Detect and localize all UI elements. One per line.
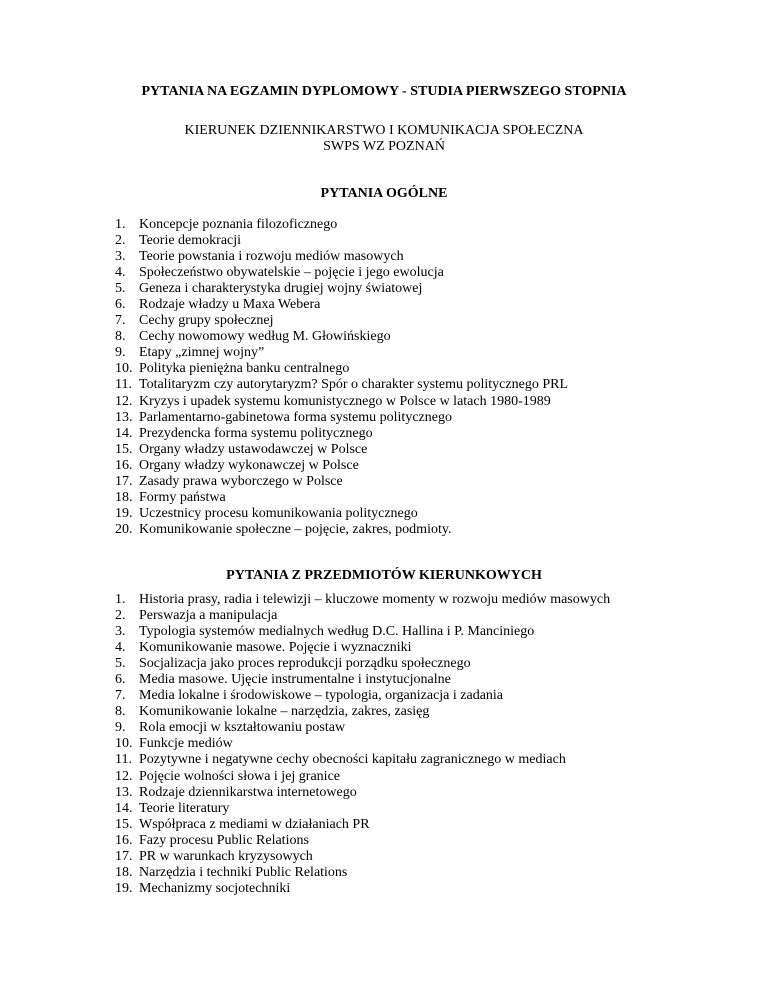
question-item	[115, 865, 735, 881]
question-number: 16.	[115, 832, 133, 848]
question-number: 3.	[115, 624, 126, 640]
question-number: 15.	[115, 441, 133, 457]
question-text: Teorie literatury	[139, 800, 230, 816]
question-number: 17.	[115, 473, 133, 489]
question-item	[115, 688, 735, 704]
question-number: 14.	[115, 425, 133, 441]
question-number: 2.	[115, 233, 126, 249]
question-number: 12.	[115, 768, 133, 784]
question-number: 12.	[115, 393, 133, 409]
question-item	[115, 817, 735, 833]
question-text: Perswazja a manipulacja	[139, 608, 278, 624]
question-item	[115, 458, 735, 474]
institution-name: SWPS WZ POZNAŃ	[323, 139, 445, 154]
question-number: 7.	[115, 313, 126, 329]
question-item	[115, 377, 735, 393]
question-number: 7.	[115, 688, 126, 704]
question-text: Funkcje mediów	[139, 736, 233, 752]
question-item	[115, 313, 735, 329]
question-text: Geneza i charakterystyka drugiej wojny światowej	[139, 281, 423, 297]
question-text: Rola emocji w kształtowaniu postaw	[139, 720, 346, 736]
question-item	[115, 704, 735, 720]
question-text: Mechanizmy socjotechniki	[139, 880, 291, 896]
question-number: 17.	[115, 848, 133, 864]
question-item	[115, 345, 735, 361]
question-number: 11.	[115, 752, 132, 768]
question-number: 20.	[115, 521, 133, 537]
question-item	[115, 720, 735, 736]
question-item	[115, 233, 735, 249]
question-text: Rodzaje władzy u Maxa Webera	[139, 297, 321, 313]
question-item	[115, 217, 735, 233]
question-item	[115, 752, 735, 768]
question-number: 19.	[115, 505, 133, 521]
question-text: Narzędzia i techniki Public Relations	[139, 864, 348, 880]
question-number: 9.	[115, 345, 126, 361]
question-number: 14.	[115, 800, 133, 816]
question-item	[115, 361, 735, 377]
question-item	[115, 329, 735, 345]
question-number: 11.	[115, 377, 132, 393]
question-item	[115, 426, 735, 442]
question-text: Prezydencka forma systemu politycznego	[139, 425, 373, 441]
question-number: 5.	[115, 656, 126, 672]
question-item	[115, 672, 735, 688]
question-text: Historia prasy, radia i telewizji – kluczowe momenty w rozwoju mediów masowych	[139, 592, 611, 607]
question-text: Formy państwa	[139, 489, 226, 505]
question-item	[115, 785, 735, 801]
question-item	[115, 624, 735, 640]
question-item	[115, 801, 735, 817]
question-number: 9.	[115, 720, 126, 736]
question-item	[115, 265, 735, 281]
question-text: Koncepcje poznania filozoficznego	[139, 217, 338, 232]
question-number: 1.	[115, 592, 126, 607]
question-item	[115, 608, 735, 624]
question-text: Rodzaje dziennikarstwa internetowego	[139, 784, 357, 800]
question-number: 6.	[115, 297, 126, 313]
question-item	[115, 833, 735, 849]
question-number: 3.	[115, 249, 126, 265]
major-questions-heading: PYTANIA Z PRZEDMIOTÓW KIERUNKOWYCH	[226, 568, 542, 583]
question-item	[115, 522, 735, 538]
question-item	[115, 640, 735, 656]
question-number: 1.	[115, 217, 126, 232]
question-number: 10.	[115, 736, 133, 752]
question-number: 4.	[115, 265, 126, 281]
question-item	[115, 506, 735, 522]
question-item	[115, 281, 735, 297]
question-item	[115, 490, 735, 506]
question-number: 8.	[115, 704, 126, 720]
general-questions-heading: PYTANIA OGÓLNE	[320, 186, 448, 201]
question-text: Komunikowanie lokalne – narzędzia, zakres, zasięg	[139, 704, 430, 720]
question-item	[115, 474, 735, 490]
question-text: Socjalizacja jako proces reprodukcji porządku społecznego	[139, 656, 471, 672]
question-text: Totalitaryzm czy autorytaryzm? Spór o charakter systemu politycznego PRL	[139, 377, 568, 393]
question-item	[115, 592, 735, 608]
question-text: Typologia systemów medialnych według D.C. Hallina i P. Manciniego	[139, 624, 535, 640]
question-text: Parlamentarno-gabinetowa forma systemu politycznego	[139, 409, 452, 425]
major-questions-list	[115, 592, 735, 897]
question-text: Polityka pieniężna banku centralnego	[139, 361, 350, 377]
question-item	[115, 849, 735, 865]
question-text: Komunikowanie społeczne – pojęcie, zakres, podmioty.	[139, 521, 452, 537]
question-item	[115, 769, 735, 785]
program-name: KIERUNEK DZIENNIKARSTWO I KOMUNIKACJA SPOŁECZNA	[184, 123, 584, 138]
question-text: Zasady prawa wyborczego w Polsce	[139, 473, 343, 489]
question-number: 5.	[115, 281, 126, 297]
question-item	[115, 249, 735, 265]
question-text: Etapy „zimnej wojny”	[139, 345, 265, 361]
question-text: Media masowe. Ujęcie instrumentalne i instytucjonalne	[139, 672, 451, 688]
question-text: Społeczeństwo obywatelskie – pojęcie i jego ewolucja	[139, 265, 444, 281]
question-text: Współpraca z mediami w działaniach PR	[139, 816, 370, 832]
question-text: Fazy procesu Public Relations	[139, 832, 309, 848]
question-text: Cechy grupy społecznej	[139, 313, 274, 329]
question-text: Komunikowanie masowe. Pojęcie i wyznaczniki	[139, 640, 412, 656]
question-item	[115, 394, 735, 410]
question-item	[115, 442, 735, 458]
question-item	[115, 297, 735, 313]
question-number: 4.	[115, 640, 126, 656]
question-number: 18.	[115, 864, 133, 880]
question-number: 10.	[115, 361, 133, 377]
question-item	[115, 736, 735, 752]
question-text: Pozytywne i negatywne cechy obecności kapitału zagranicznego w mediach	[139, 752, 566, 768]
question-number: 2.	[115, 608, 126, 624]
question-item	[115, 410, 735, 426]
question-text: Kryzys i upadek systemu komunistycznego w Polsce w latach 1980-1989	[139, 393, 551, 409]
question-number: 13.	[115, 409, 133, 425]
question-text: Uczestnicy procesu komunikowania politycznego	[139, 505, 418, 521]
question-number: 6.	[115, 672, 126, 688]
question-number: 15.	[115, 816, 133, 832]
question-text: Organy władzy wykonawczej w Polsce	[139, 457, 359, 473]
question-text: Teorie powstania i rozwoju mediów masowych	[139, 249, 404, 265]
general-questions-list	[115, 217, 735, 538]
question-number: 8.	[115, 329, 126, 345]
question-text: Media lokalne i środowiskowe – typologia, organizacja i zadania	[139, 688, 504, 704]
question-item	[115, 881, 735, 897]
question-text: Teorie demokracji	[139, 233, 242, 249]
question-number: 13.	[115, 784, 133, 800]
question-text: Organy władzy ustawodawczej w Polsce	[139, 441, 368, 457]
question-number: 16.	[115, 457, 133, 473]
question-text: Pojęcie wolności słowa i jej granice	[139, 768, 340, 784]
question-text: Cechy nowomowy według M. Głowińskiego	[139, 329, 391, 345]
question-number: 18.	[115, 489, 133, 505]
question-number: 19.	[115, 880, 133, 896]
document-title: PYTANIA NA EGZAMIN DYPLOMOWY - STUDIA PIERWSZEGO STOPNIA	[141, 84, 627, 99]
question-text: PR w warunkach kryzysowych	[139, 848, 313, 864]
question-item	[115, 656, 735, 672]
